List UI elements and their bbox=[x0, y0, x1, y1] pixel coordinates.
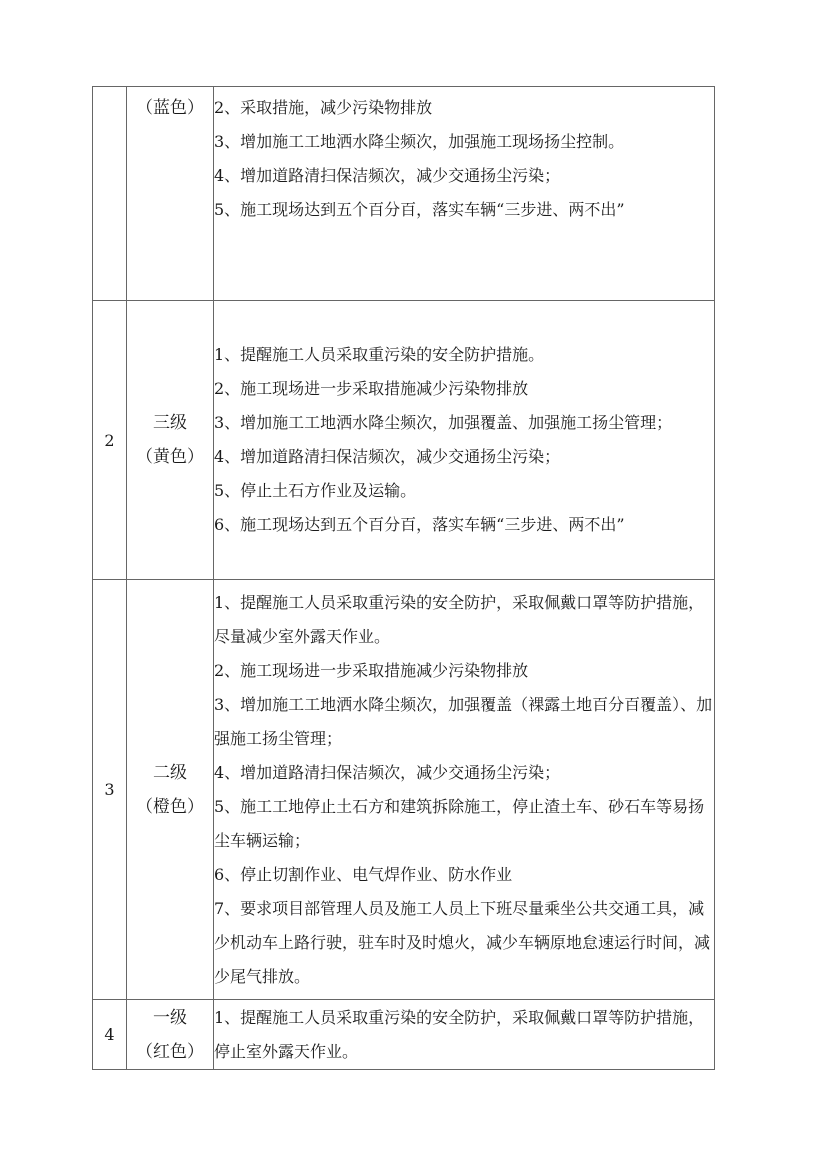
level-color: （黄色） bbox=[136, 447, 204, 467]
level-cell bbox=[127, 301, 214, 580]
row-index: 4 bbox=[93, 1000, 127, 1070]
table-row bbox=[93, 87, 715, 301]
measures-cell bbox=[214, 301, 715, 580]
measures-cell bbox=[214, 87, 715, 301]
measure-item: 1、提醒施工人员采取重污染的安全防护措施。 bbox=[214, 345, 545, 364]
measure-item: 2、采取措施，减少污染物排放 bbox=[214, 98, 433, 117]
level-color: （蓝色） bbox=[136, 98, 204, 118]
level-name: 三级 bbox=[153, 413, 187, 433]
measure-item: 4、增加道路清扫保洁频次，减少交通扬尘污染； bbox=[214, 447, 561, 466]
table-row bbox=[93, 580, 715, 1000]
measure-item: 1、提醒施工人员采取重污染的安全防护，采取佩戴口罩等防护措施，尽量减少室外露天作业。 bbox=[214, 592, 705, 646]
measure-item: 4、增加道路清扫保洁频次，减少交通扬尘污染； bbox=[214, 166, 561, 185]
measure-item: 4、增加道路清扫保洁频次，减少交通扬尘污染； bbox=[214, 762, 561, 782]
row-index: 2 bbox=[93, 301, 127, 580]
measure-item: 3、增加施工工地洒水降尘频次，加强覆盖、加强施工扬尘管理； bbox=[214, 413, 673, 432]
measures-cell bbox=[214, 580, 715, 1000]
measure-item: 6、施工现场达到五个百分百，落实车辆“三步进、两不出” bbox=[214, 515, 625, 534]
emergency-measures-table bbox=[92, 86, 715, 1070]
level-color: （红色） bbox=[136, 1041, 204, 1062]
table-row bbox=[93, 301, 715, 580]
measure-item: 5、施工现场达到五个百分百，落实车辆“三步进、两不出” bbox=[214, 200, 625, 219]
measure-item: 3、增加施工工地洒水降尘频次，加强施工现场扬尘控制。 bbox=[214, 132, 625, 151]
measure-item: 1、提醒施工人员采取重污染的安全防护，采取佩戴口罩等防护措施，停止室外露天作业。 bbox=[214, 1007, 705, 1061]
row-index: 3 bbox=[93, 580, 127, 1000]
level-cell bbox=[127, 1000, 214, 1070]
measure-item: 7、要求项目部管理人员及施工人员上下班尽量乘坐公共交通工具，减少机动车上路行驶，驻车时及时熄火，减少车辆原地怠速运行时间，减少尾气排放。 bbox=[214, 898, 711, 986]
measure-item: 2、施工现场进一步采取措施减少污染物排放 bbox=[214, 660, 529, 680]
measure-item: 5、停止土石方作业及运输。 bbox=[214, 481, 417, 500]
measure-item: 3、增加施工工地洒水降尘频次，加强覆盖（裸露土地百分百覆盖）、加强施工扬尘管理； bbox=[214, 694, 713, 748]
measures-cell bbox=[214, 1000, 715, 1070]
level-name: 二级 bbox=[153, 762, 187, 783]
measure-item: 6、停止切割作业、电气焊作业、防水作业 bbox=[214, 864, 513, 884]
level-color: （橙色） bbox=[136, 796, 204, 817]
measure-item: 5、施工工地停止土石方和建筑拆除施工，停止渣土车、砂石车等易扬尘车辆运输； bbox=[214, 796, 705, 850]
level-cell bbox=[127, 580, 214, 1000]
row-index bbox=[93, 87, 127, 301]
level-name: 一级 bbox=[153, 1007, 187, 1028]
measure-item: 2、施工现场进一步采取措施减少污染物排放 bbox=[214, 379, 529, 398]
level-cell bbox=[127, 87, 214, 301]
table-row bbox=[93, 1000, 715, 1070]
